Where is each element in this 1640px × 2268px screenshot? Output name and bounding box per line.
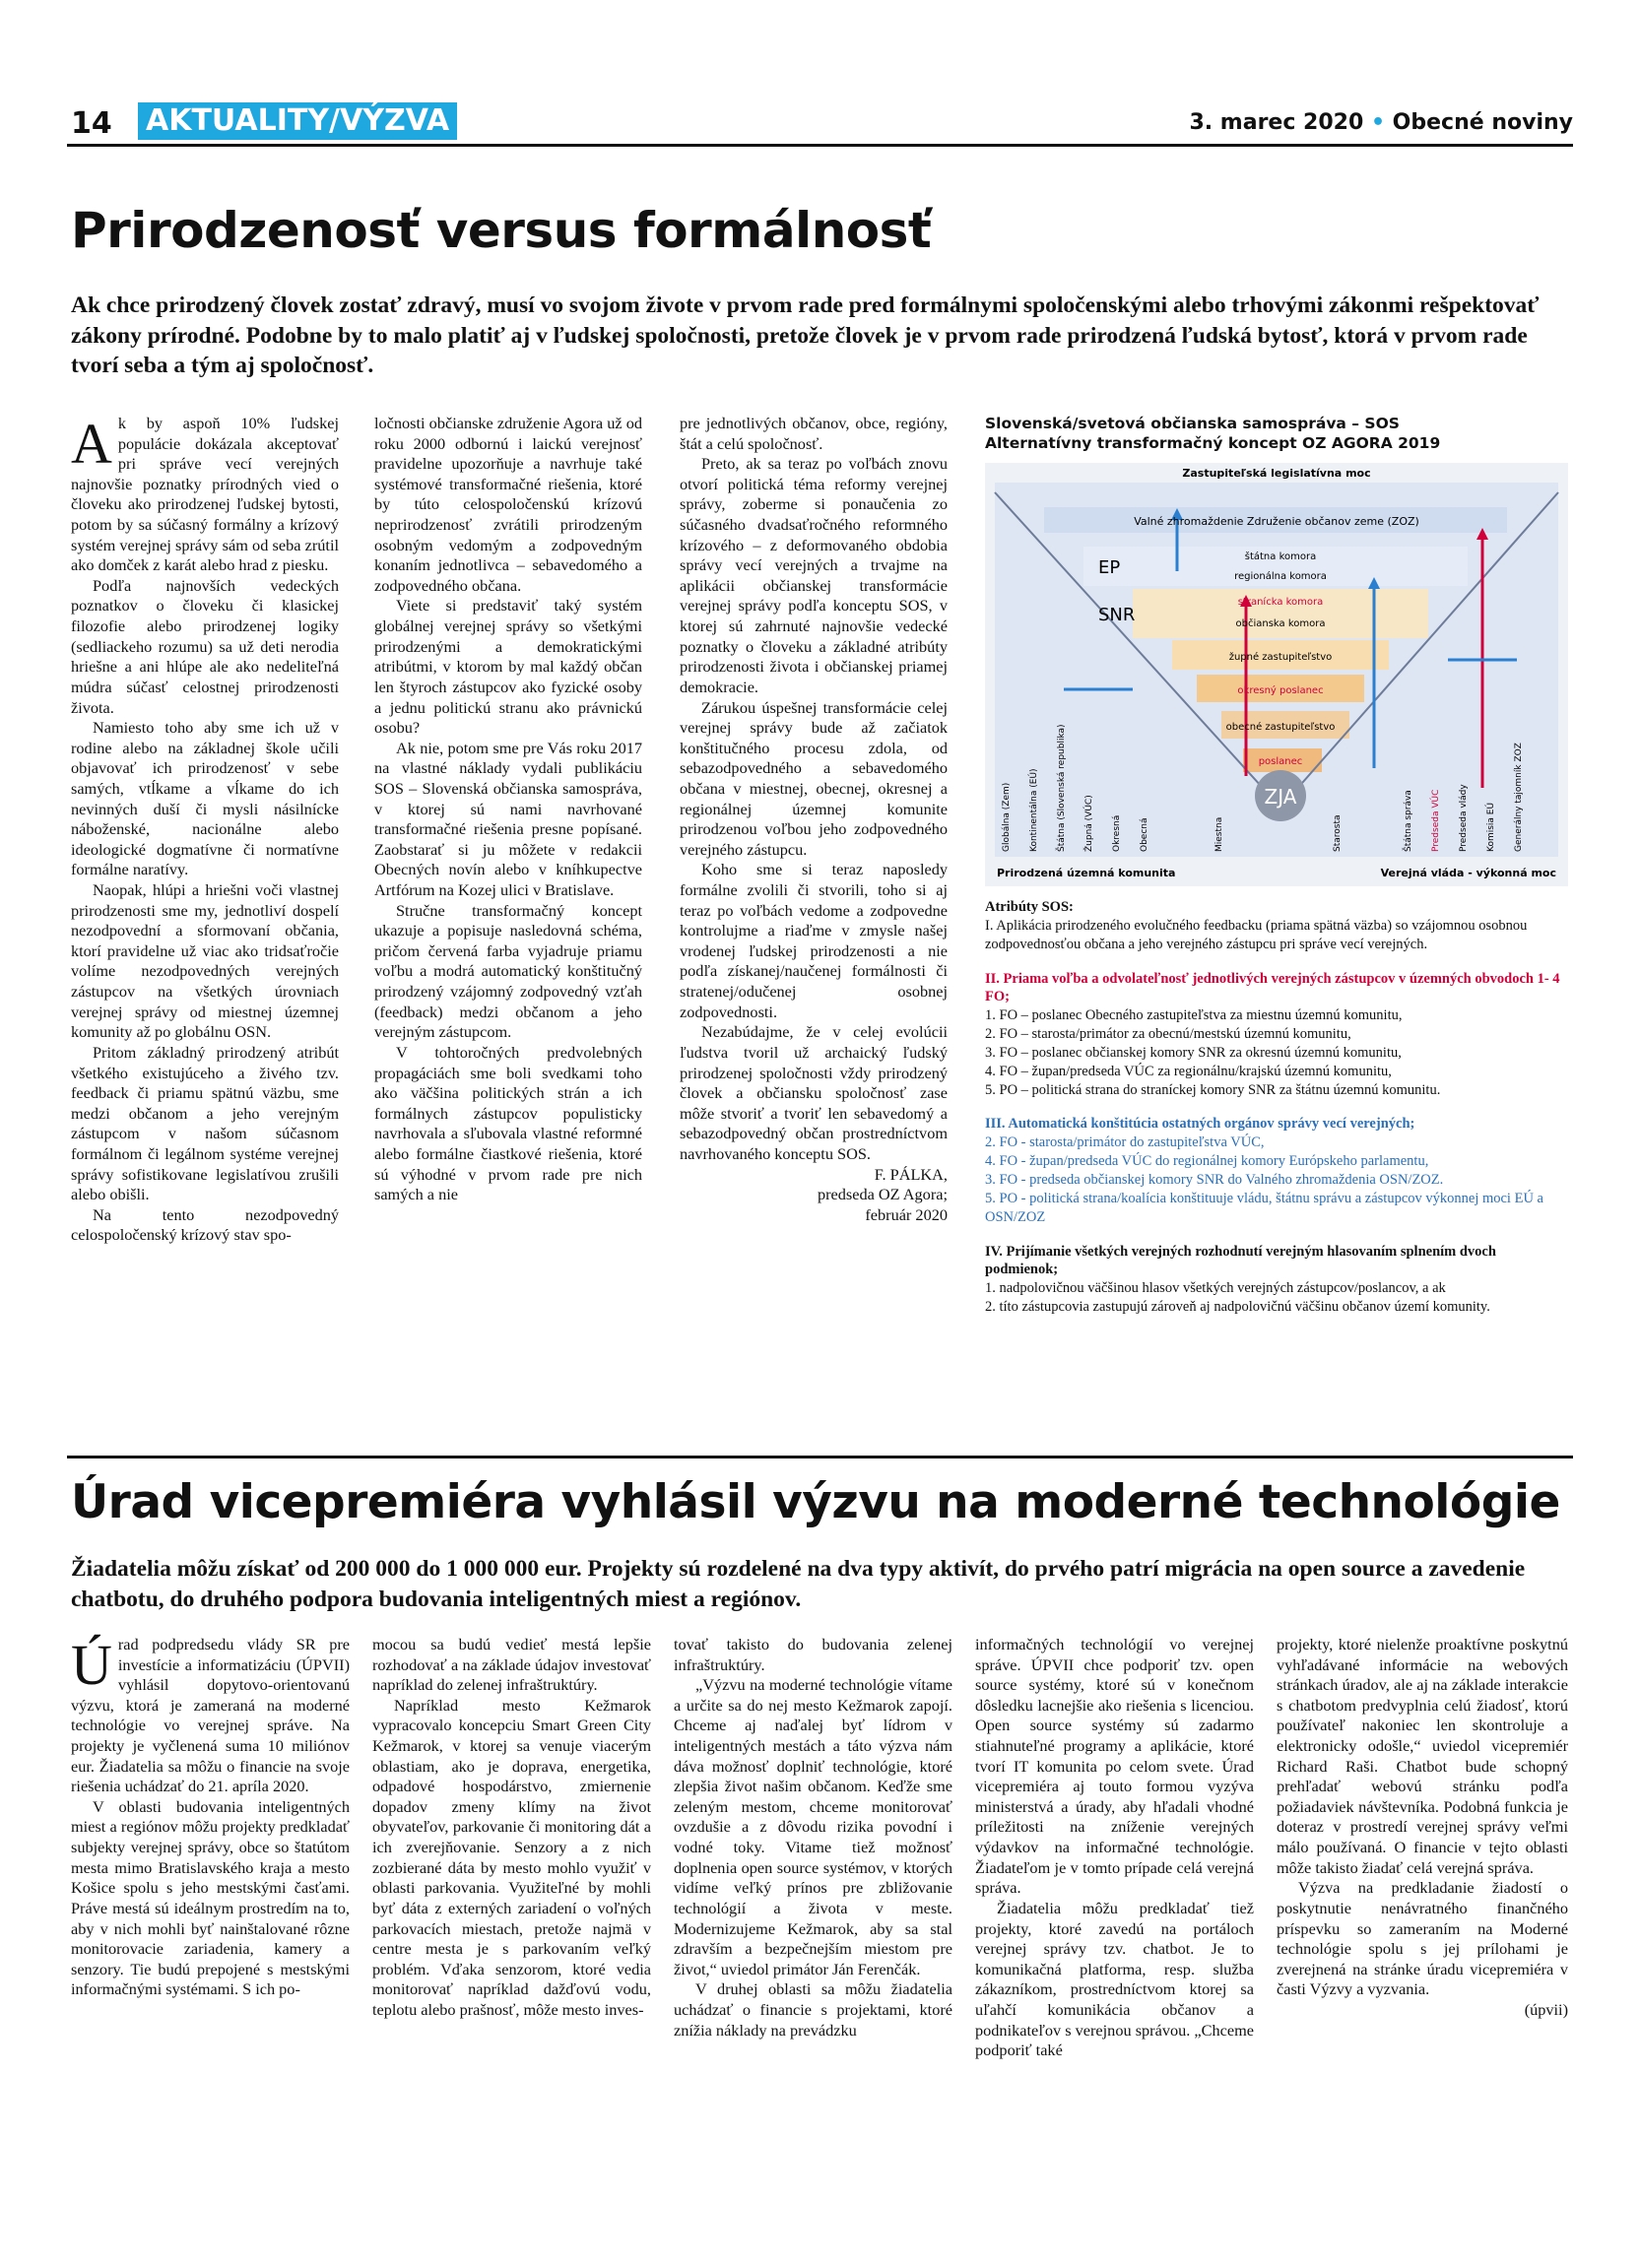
left-col-label: Miestna	[1214, 816, 1224, 852]
drop-cap: A	[71, 412, 112, 476]
article2-column-4	[975, 1635, 1254, 2061]
publication-name: Obecné noviny	[1392, 110, 1573, 135]
paragraph: tovať takisto do budovania zelenej infraštruktúry.	[674, 1635, 952, 1674]
okresny-label: okresný poslanec	[1237, 685, 1324, 696]
paragraph: Na tento nezodpovedný celospoločenský krízový stav spo-	[71, 1204, 339, 1245]
paragraph: Napríklad mesto Kežmarok vypracovalo koncepciu Smart Green City Kežmarok, v ktorej sa venuje viacerým oblastiam, ako je doprava, energetika, odpadové hospodárstvo, zmiernenie dopadov zmeny klímy na život obyvateľov, parkovanie či monitoring dát a ich zverejňovanie. Senzory a z nich zozbierané dáta by mesto mohlo využiť v oblasti parkovania. Využiteľné by mohli byť dáta z externých zariadení o voľných parkovacích miestach, pretože najmä v centre mesta je s parkovaním veľký problém. Vďaka senzorom, ktoré vedia monitorovať napríklad dažďovú vodu, teplotu alebo prašnosť, môže mesto inves-	[372, 1695, 651, 2019]
header-rule	[67, 144, 1573, 147]
article2-lead: Žiadatelia môžu získať od 200 000 do 1 000 000 eur. Projekty sú rozdelené na dva typy aktivít, do prvého patrí migrácia na open source a zavedenie chatbotu, do druhého podpora budovania inteligentných miest a regiónov.	[71, 1556, 1526, 1612]
obecne-label: obecné zastupiteľstvo	[1225, 722, 1336, 733]
bottom-right-label: Verejná vláda - výkonná moc	[1380, 867, 1556, 879]
paragraph: „Výzvu na moderné technológie vítame a určite sa do nej mesto Kežmarok zapojí. Chceme aj naďalej byť lídrom v inteligentných mestách a táto výzva nám dáva možnosť doplniť technológie, ktoré zlepšia život našim občanom. Keďže sme zeleným mestom, chceme monitorovať ovzdušie a z dôvodu rizika povodní i vodné toky. Vitame tiež možnosť doplnenia open source systémov, v ktorých vidíme veľký prínos pre zbližovanie technológií a života v meste. Modernizujeme Kežmarok, aby sa stal zdravším a bezpečnejším miestom pre život,“ uviedol primátor Ján Ferenčák.	[674, 1675, 952, 1978]
sos-concept-diagram	[985, 463, 1568, 886]
article1-column-2	[374, 414, 642, 1205]
attribute-i: I. Aplikácia prirodzeného evolučného feedbacku (priama spätná väzba) so vzájomnou osobnou zodpovednosťou občana a jeho verejného zástupcu pri správe vecí verejných.	[985, 917, 1528, 952]
issue-date-line	[1189, 110, 1573, 135]
attributes-heading: Atribúty SOS:	[985, 899, 1074, 915]
article1-lead: Ak chce prirodzený človek zostať zdravý, musí vo svojom živote v prvom rade pred formálnymi spoločenskými alebo trhovými zákonmi rešpektovať zákony prírodné. Podobne by to malo platiť aj v ľudskej spoločnosti, pretože človek je v prvom rade prirodzená ľudská bytosť, ktorá v prvom rade tvorí seba a tým aj spoločnosť.	[71, 292, 1540, 379]
left-col-label: Obecná	[1140, 817, 1149, 852]
right-col-label: Starosta	[1333, 814, 1343, 852]
signature-name: F. PÁLKA,	[874, 1164, 948, 1184]
attribute-iv-item: 1. nadpolovičnou väčšinou hlasov všetkých verejných zástupcov/poslancov, a ak	[985, 1280, 1446, 1297]
paragraph: Ak nie, potom sme pre Vás roku 2017 na vlastné náklady vydali publikáciu SOS – Slovenská občianska samospráva, v ktorej sú nami navrhované transformačné riešenia presne popísané. Zaobstarať si ju môžete v redakcii Obecných novín alebo v kníhkupectve Artfórum na Kozej ulici v Bratislave.	[374, 738, 642, 900]
signature: (úpvii)	[1524, 1999, 1568, 2019]
paragraph: Viete si predstaviť taký systém globálnej verejnej správy so všetkými prirodzenými a demokratickými atribútmi, v ktorom by mal každý občan len štyroch zástupcov ako fyzické osoby a jednu politickú stranu ako právnickú osobu?	[374, 596, 642, 738]
paragraph: V oblasti budovania inteligentných miest a regiónov môžu projekty predkladať subjekty verejnej správy, obce so štatútom mesta mimo Bratislavského kraja a mesto Košice spolu s jeho mestskými časťami. Práve mestá sú ideálnym prostredím na to, aby v nich mohli byť nainštalované rôzne monitorovacie zariadenia, kamery a senzory. Tie budú prepojené s mestskými informačnými systémami. S ich po-	[71, 1796, 350, 1999]
paragraph: informačných technológií vo verejnej správe. ÚPVII chce podporiť tzv. open source systémy, ktoré sú v konečnom dôsledku lacnejšie ako riešenia s licenciou. Open source systémy sú zadarmo stiahnuteľné programy a aplikácie, ktoré tvorí IT komunita po celom svete. Úrad vicepremiéra aj touto formou vyzýva ministerstvá a úrady, aby hľadali vhodné príležitosti na zníženie verejných výdavkov na informačné technológie. Žiadateľom je v tomto prípade celá verejná správa.	[975, 1635, 1254, 1898]
paragraph: ločnosti občianske združenie Agora už od roku 2000 odbornú i laickú verejnosť pravidelne upozorňuje a navrhuje také systémové transformačné riešenia, ktoré by túto celospoločenskú krízovú neprirodzenosť zvrátili prirodzeným osobným vedomým a zodpovedným konaním jednotlivca – sebavedomého a zodpovedného občana.	[374, 414, 642, 595]
attribute-iv-item: 2. títo zástupcovia zastupujú zároveň aj nadpolovičnú väčšinu občanov území komunity.	[985, 1299, 1490, 1316]
left-col-label: Štátna (Slovenská republika)	[1057, 724, 1067, 852]
paragraph: k by aspoň 10% ľudskej populácie dokázala akceptovať pri správe vecí verejných najnovšie poznatky prírodných vied o človeku ako prirodzenej ľudskej bytosti, potom by sa súčasný formálny a krízový systém verejnej správy sám od seba zrútil ako domček z karát alebo hrad z piesku.	[71, 414, 339, 575]
vz-label: Valné zhromaždenie Združenie občanov zeme (ZOZ)	[1134, 515, 1419, 528]
paragraph: Podľa najnovších vedeckých poznatkov o človeku či klasickej filozofie alebo prirodzenej logiky (sedliackeho rozumu) sa už deti nerodia hriešne a ani hlúpe ale ako nedeliteľná múdra súčasť celostnej prirodzenosti života.	[71, 575, 339, 717]
issue-date: 3. marec 2020	[1189, 110, 1364, 135]
left-col-label: Kontinentálna (EÚ)	[1029, 768, 1039, 852]
right-col-label: Komisia EÚ	[1486, 802, 1496, 852]
left-col-label: Župná (VÚC)	[1084, 795, 1094, 852]
article2-column-1	[71, 1635, 350, 2000]
bottom-left-label: Prirodzená územná komunita	[997, 867, 1176, 879]
article1-column-1	[71, 414, 339, 1246]
paragraph: rad podpredsedu vlády SR pre investície a informatizáciu (ÚPVII) vyhlásil dopytovo-orientovanú výzvu, ktorá je zameraná na moderné technológie vo verejnej správe. Na projekty je vyčlenená suma 10 miliónov eur. Žiadatelia sa môžu o financie na svoje riešenia uchádzať do 21. apríla 2020.	[71, 1635, 350, 1796]
paragraph: Stručne transformačný koncept ukazuje a popisuje nasledovná schéma, pričom červená farba vyjadruje priamu voľbu a modrá automatický konštitučný prirodzený vzájomný zodpovedný vzťah (feedback) medzi občanom a jeho verejným zástupcom.	[374, 900, 642, 1042]
article2-column-3	[674, 1635, 952, 2041]
figure-caption	[985, 414, 1576, 453]
paragraph: V druhej oblasti sa môžu žiadatelia uchádzať o financie s projektami, ktoré znížia náklady na prevádzku	[674, 1979, 952, 2040]
article2-column-5	[1277, 1635, 1568, 2021]
zupne-label: župné zastupiteľstvo	[1228, 652, 1333, 663]
article2-column-2	[372, 1635, 651, 2021]
right-col-label: Štátna správa	[1404, 790, 1413, 852]
attribute-ii-item: 1. FO – poslanec Obecného zastupiteľstva za miestnu územnú komunitu,	[985, 1007, 1403, 1024]
section-label: AKTUALITY/VÝZVA	[138, 102, 457, 140]
paragraph: V tohtoročných predvolebných propagáciách sme boli svedkami toho ako väčšina politických strán a ich formálnych zástupcov populisticky navrhovala a sľubovala vlastné reformné alebo formálne čiastkové riešenia, ktoré sú výhodné v prvom rade pre nich samých a nie	[374, 1042, 642, 1204]
paragraph: projekty, ktoré nielenže proaktívne poskytnú vyhľadávané informácie na webových stránkach úradov, ale aj na základe interakcie s chatbotom predvyplnia celú žiadosť, ktorú používateľ nakoniec len skontroluje a elektronicky odošle,“ uviedol vicepremiér Richard Raši. Chatbot bude schopný prehľadať webovú stránku podľa požiadaviek návštevníka. Podobná funkcia je doteraz v prostredí verejnej správy veľmi málo používaná. O financie v tejto oblasti môže takisto žiadať celá verejná správa.	[1277, 1635, 1568, 1877]
attribute-ii-item: 2. FO – starosta/primátor za obecnú/mestskú územnú komunitu,	[985, 1026, 1351, 1043]
attribute-ii-heading: II. Priama voľba a odvolateľnosť jednotlivých verejných zástupcov v územných obvodoch 1- 4 FO;	[985, 970, 1560, 1005]
article-divider	[67, 1456, 1573, 1458]
paragraph: pre jednotlivých občanov, obce, regióny, štát a celú spoločnosť.	[680, 414, 948, 453]
paragraph: Zárukou úspešnej transformácie celej verejnej správy bude až začiatok konštitučného procesu zdola, od sebazodpovedného a sebavedomého občana v miestnej, obecnej, okresnej a regionálnej územnej komunite prirodzenou voľbou jeho zodpovedného verejného zástupcu.	[680, 697, 948, 859]
drop-cap: Ú	[71, 1633, 112, 1697]
top-label: Zastupiteľská legislatívna moc	[1182, 467, 1371, 480]
attribute-iii-item: 3. FO - predseda občianskej komory SNR do Valného zhromaždenia OSN/ZOZ.	[985, 1171, 1444, 1188]
article1-column-3	[680, 414, 948, 1225]
right-col-label: Predseda VÚC	[1431, 789, 1441, 852]
attribute-iii-heading: III. Automatická konštitúcia ostatných orgánov správy vecí verejných;	[985, 1116, 1415, 1133]
left-col-label: Okresná	[1112, 814, 1122, 852]
page-number: 14	[71, 106, 112, 141]
statna-komora-label: štátna komora	[1244, 551, 1317, 562]
poslanec-label: poslanec	[1258, 756, 1303, 767]
paragraph: Nezabúdajme, že v celej evolúcii ľudstva tvoril už archaický ľudský prirodzenej spoločnosti vždy prirodzený človek a občiansku spoločnosť zase môže stvoriť a tvoriť len sebavedomý a sebazodpovedný občan prostredníctvom navrhovaného konceptu SOS.	[680, 1022, 948, 1163]
attribute-ii-item: 4. FO – župan/predseda VÚC za regionálnu/krajskú územnú komunitu,	[985, 1063, 1392, 1079]
obcianska-komora-label: občianska komora	[1235, 618, 1326, 629]
signature-date: február 2020	[865, 1204, 948, 1224]
paragraph: Koho sme si teraz naposledy formálne zvolili či stvorili, toho si aj teraz po voľbách vedome a zodpovedne kontrolujme a riaďme v zmysle našej vrodenej ľudskej prirodzenosti a nie podľa získanej/naučenej formálnosti či stratenej/odučenej osobnej zodpovednosti.	[680, 860, 948, 1021]
article2-title: Úrad vicepremiéra vyhlásil výzvu na moderné technológie	[71, 1475, 1560, 1529]
ep-label: EP	[1098, 557, 1121, 578]
attribute-iii-item: 4. FO - župan/predseda VÚC do regionálnej komory Európskeho parlamentu,	[985, 1153, 1429, 1170]
attribute-iv-heading: IV. Prijímanie všetkých verejných rozhodnutí verejným hlasovaním splnením dvoch podmienok;	[985, 1243, 1496, 1278]
paragraph: Výzva na predkladanie žiadostí o poskytnutie nenávratného finančného príspevku so zameraním na Moderné technológie spolu s jej prílohami je zverejnená na stránke úradu vicepremiéra v časti Výzvy a vyzvania.	[1277, 1878, 1568, 1999]
attribute-ii-item: 3. FO – poslanec občianskej komory SNR za okresnú územnú komunitu,	[985, 1044, 1402, 1061]
regionalna-komora-label: regionálna komora	[1234, 571, 1327, 582]
article1-title: Prirodzenosť versus formálnosť	[71, 202, 932, 259]
paragraph: Naopak, hlúpi a hriešni voči vlastnej prirodzenosti sme my, jednotliví dospelí nezodpovední a sformovaní občania, ktorí pravidelne už viac ako tridsaťročie volíme nezodpovedných verejných zástupcov na všetkých úrovniach verejnej správy od miestnej územnej komunity až po globálnu OSN.	[71, 880, 339, 1042]
sos-attributes	[985, 898, 1568, 1317]
separator-dot: •	[1370, 110, 1385, 135]
paragraph: mocou sa budú vedieť mestá lepšie rozhodovať a na základe údajov investovať napríklad do zelenej infraštruktúry.	[372, 1635, 651, 1695]
figure-caption-line-1: Slovenská/svetová občianska samospráva – SOS	[985, 415, 1400, 432]
figure-caption-line-2: Alternatívny transformačný koncept OZ AGORA 2019	[985, 434, 1441, 453]
paragraph: Preto, ak sa teraz po voľbách znovu otvorí politická téma reformy verejnej správy, zoberme si ponaučenia zo súčasného dvadsaťročného reformného krízového – z deformovaného obdobia správy vecí verejných a trvajme na aplikácii občianskej transformácie verejnej správy podľa konceptu SOS, v ktorej sú zahrnuté najnovšie vedecké poznatky o človeku a základné atribúty prirodzenosti života i občianskej priamej demokracie.	[680, 454, 948, 696]
zja-label: ZJA	[1264, 785, 1297, 809]
paragraph: Namiesto toho aby sme ich už v rodine alebo na základnej škole učili objavovať ich prirodzenosť v sebe samých, vtĺkame a vĺkame do ich nevinných duší či mysli násilnícke náboženské, nacionálne alebo ideologické dogmatívne či normatívne formálne naratívy.	[71, 718, 339, 879]
attribute-ii-item: 5. PO – politická strana do straníckej komory SNR za štátnu územnú komunitu.	[985, 1081, 1441, 1098]
snr-label: SNR	[1098, 605, 1136, 625]
right-col-label: Predseda vlády	[1459, 784, 1469, 852]
right-col-label: Generálny tajomník ZOZ	[1514, 743, 1524, 852]
paragraph: Pritom základný prirodzený atribút všetkého existujúceho a živého tzv. feedback či priamu spätnú väzbu, sme medzi občanom a jeho verejným zástupcom v našom súčasnom formálnom či legálnom systéme verejnej správy sofistikovane legislatívou zrušili alebo obišli.	[71, 1042, 339, 1204]
stranicka-komora-label: stranícka komora	[1237, 597, 1324, 608]
attribute-iii-item: 5. PO - politická strana/koalícia konštituuje vládu, štátnu správu a zástupcov výkonnej moci EÚ a OSN/ZOZ	[985, 1190, 1543, 1225]
paragraph: Žiadatelia môžu predkladať tiež projekty, ktoré zavedú na portáloch verejnej správy tzv. chatbot. Je to komunikačná platforma, resp. služba zákazníkom, prostredníctvom ktorej sa uľahčí komunikácia občanov a podnikateľov s verejnou správou. „Chceme podporiť také	[975, 1898, 1254, 2060]
attribute-iii-item: 2. FO - starosta/primátor do zastupiteľstva VÚC,	[985, 1134, 1265, 1151]
left-col-label: Globálna (Zem)	[1002, 782, 1012, 852]
signature-role: predseda OZ Agora;	[817, 1185, 948, 1204]
